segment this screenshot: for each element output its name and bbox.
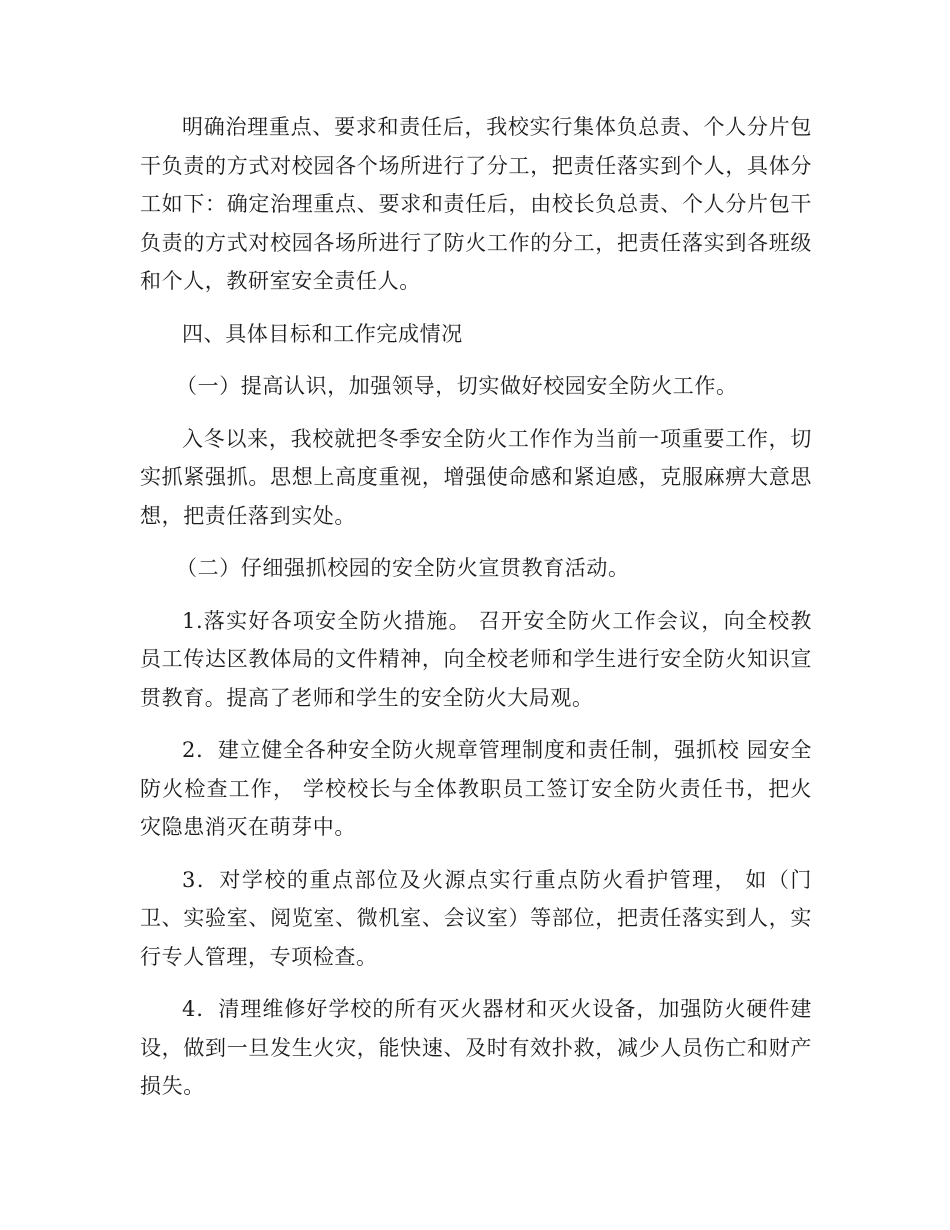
list-item-2: 2．建立健全各种安全防火规章管理制度和责任制，强抓校 园安全防火检查工作， 学校校长与全体教职员工签订安全防火责任书，把火灾隐患消灭在萌芽中。 bbox=[140, 738, 812, 839]
subsection-heading-two: （二）仔细强抓校园的安全防火宣贯教育活动。 bbox=[176, 556, 630, 580]
document-page bbox=[140, 108, 812, 1106]
paragraph-winter-fire-safety: 入冬以来，我校就把冬季安全防火工作作为当前一项重要工作，切实抓紧强抓。思想上高度重视，增强使命感和紧迫感，克服麻痹大意思想，把责任落到实处。 bbox=[140, 426, 812, 528]
section-heading-four: 四、具体目标和工作完成情况 bbox=[182, 321, 463, 346]
list-item-4: 4．清理维修好学校的所有灭火器材和灭火设备，加强防火硬件建设，做到一旦发生火灾，能快速、及时有效扑救，减少人员伤亡和财产损失。 bbox=[140, 997, 812, 1098]
subsection-heading-one: （一）提高认识，加强领导，切实做好校园安全防火工作。 bbox=[176, 374, 738, 398]
list-item-1: 1.落实好各项安全防火措施。 召开安全防火工作会议，向全校教员工传达区教体局的文件精神，向全校老师和学生进行安全防火知识宣贯教育。提高了老师和学生的安全防火大局观。 bbox=[140, 608, 812, 710]
list-item-3: 3．对学校的重点部位及火源点实行重点防火看护管理， 如（门卫、实验室、阅览室、微机室、会议室）等部位，把责任落实到人，实行专人管理，专项检查。 bbox=[140, 867, 812, 969]
paragraph-responsibility-division: 明确治理重点、要求和责任后，我校实行集体负总责、个人分片包干负责的方式对校园各个场所进行了分工，把责任落实到个人，具体分工如下：确定治理重点、要求和责任后，由校长负总责、个人分片包干负责的方式对校园各场所进行了防火工作的分工，把责任落实到各班级和个人，教研室安全责任人。 bbox=[140, 115, 812, 293]
